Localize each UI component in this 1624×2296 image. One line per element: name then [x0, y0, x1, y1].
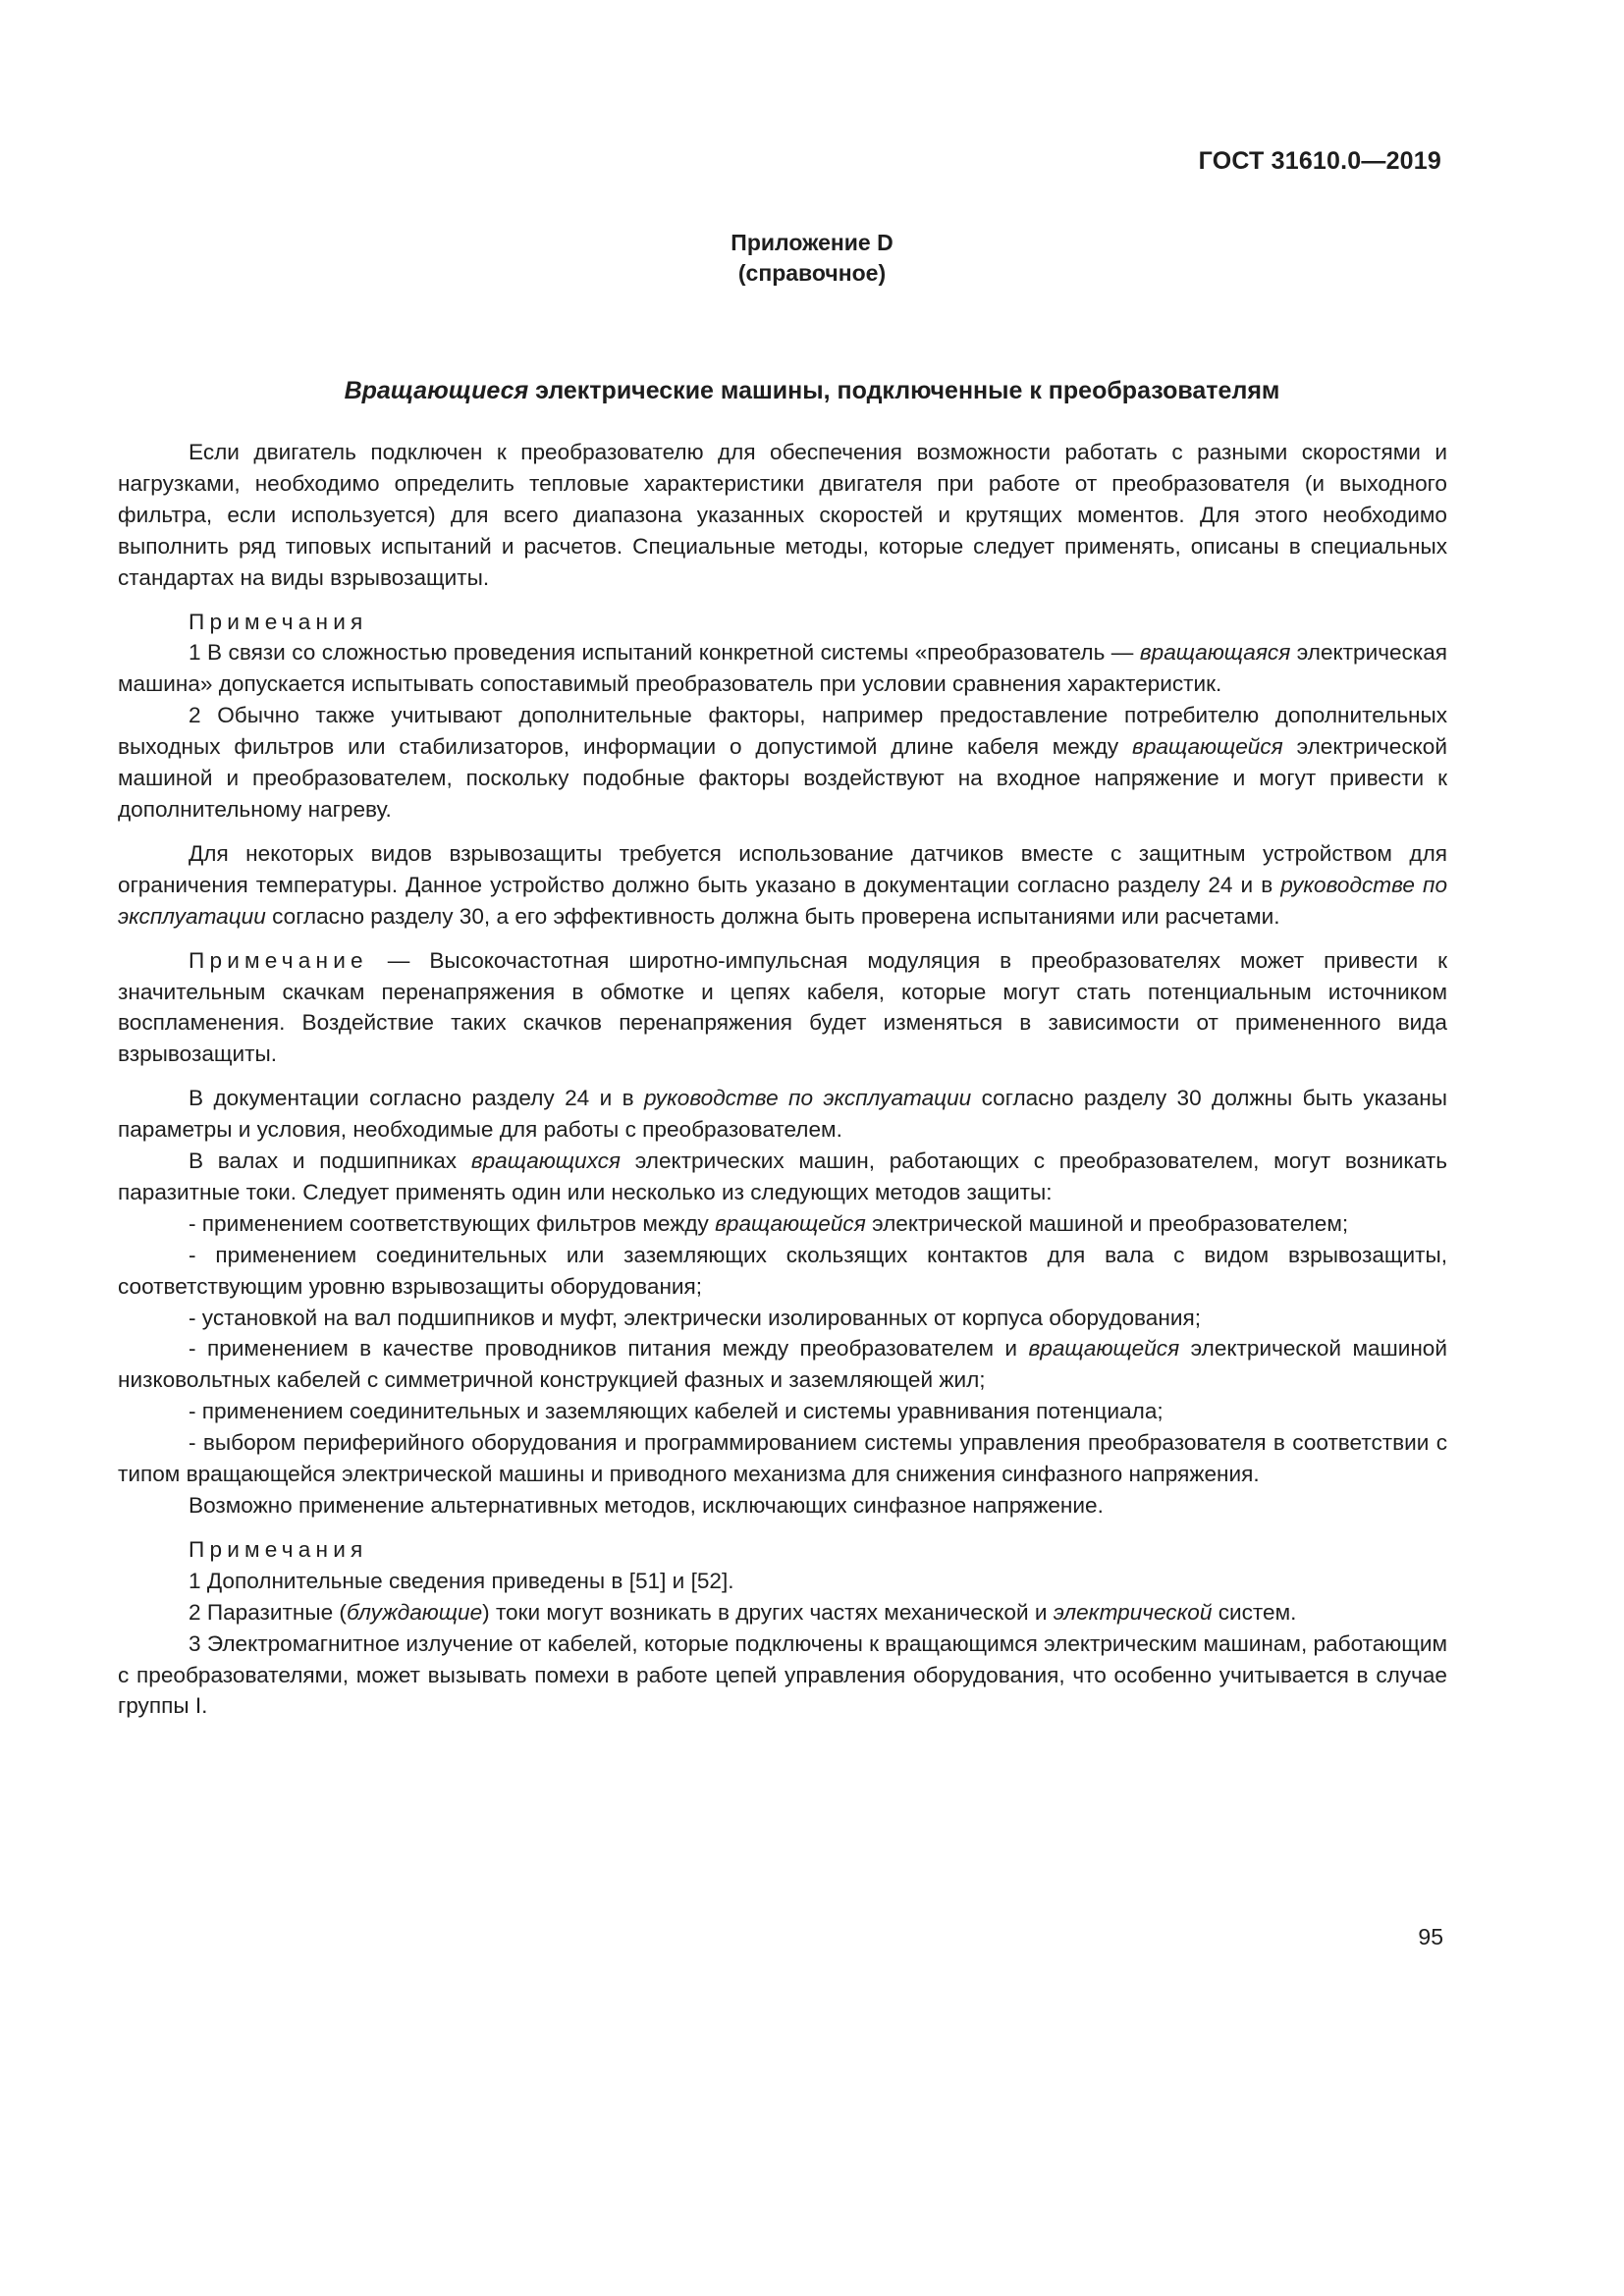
- paragraph-4-text: В валах и подшипниках: [189, 1148, 471, 1174]
- paragraph-4: [118, 1146, 1447, 1208]
- title-rest: электрические машины, подключенные к преобразователям: [528, 377, 1280, 404]
- annex-label: Приложение D: [731, 230, 893, 255]
- note-1-text: 1 В связи со сложностью проведения испытаний конкретной системы «преобразователь —: [189, 640, 1140, 666]
- note-2-italic: вращающейся: [1132, 734, 1283, 760]
- list-item-5: - применением соединительных и заземляющих кабелей и системы уравнивания потенциала;: [189, 1399, 1164, 1424]
- note-1: [118, 637, 1447, 700]
- notes-label-2: [118, 1534, 1447, 1566]
- note-2-1: 1 Дополнительные сведения приведены в [51] и [52].: [189, 1568, 734, 1593]
- note-2-text-end: электрической машиной и преобразователем, поскольку подобные факторы воздействуют на входное напряжение и могут привести к дополнительному нагреву.: [118, 734, 1447, 822]
- paragraph-2: [118, 838, 1447, 933]
- note-2-3: 3 Электромагнитное излучение от кабелей, которые подключены к вращающимся электрическим машинам, работающим с преобразователями, может вызывать помехи в работе цепей управления оборудования, что особенно учитывается в случае группы I.: [118, 1630, 1447, 1719]
- body-text: [118, 437, 1447, 1722]
- note-1-text-end: электрическая машина» допускается испытывать сопоставимый преобразователь при условии сравнения характеристик.: [118, 640, 1448, 697]
- paragraph-4-italic: вращающихся: [470, 1148, 621, 1174]
- list-item-3: - установкой на вал подшипников и муфт, электрически изолированных от корпуса оборудования;: [189, 1305, 1201, 1330]
- note-3-text: — Высокочастотная широтно-импульсная модуляция в преобразователях может привести к значительным скачкам перенапряжения в обмотке и цепях кабеля, которые могут стать потенциальным источником воспламенения. Воздействие таких скачков перенапряжения будет изменяться в зависимости от примененного вида взрывозащиты.: [118, 947, 1447, 1067]
- paragraph-3: [118, 1083, 1447, 1146]
- note-2-2-text: 2 Паразитные (: [189, 1599, 347, 1625]
- note-2-2-text-end: систем.: [1212, 1599, 1297, 1625]
- list-item-1-text-end: электрической машиной и преобразователем;: [865, 1210, 1349, 1236]
- annex-heading: [0, 228, 1624, 289]
- list-item-1-text: - применением соответствующих фильтров между: [189, 1210, 716, 1236]
- section-title: [0, 377, 1624, 405]
- page-number: 95: [1418, 1924, 1443, 1949]
- note-2-2-italic: блуждающие: [346, 1599, 483, 1625]
- note-1-italic: вращающаяся: [1139, 640, 1291, 666]
- paragraph-1: Если двигатель подключен к преобразователю для обеспечения возможности работать с разными скоростями и нагрузками, необходимо определить тепловые характеристики двигателя при работе от преобразователя (и выходного фильтра, если используется) для всего диапазона указанных скоростей и крутящих моментов. Для этого необходимо выполнить ряд типовых испытаний и расчетов. Специальные методы, которые следует применять, описаны в специальных стандартах на виды взрывозащиты.: [118, 440, 1447, 590]
- paragraph-2-text: Для некоторых видов взрывозащиты требуется использование датчиков вместе с защитным устройством для ограничения температуры. Данное устройство должно быть указано в документации согласно разделу 24 и в: [118, 840, 1447, 897]
- title-italic-part: Вращающиеся: [344, 377, 529, 404]
- note-3-label: Примечание: [189, 947, 368, 973]
- notes-label-text: Примечания: [189, 609, 368, 634]
- paragraph-5: Возможно применение альтернативных методов, исключающих синфазное напряжение.: [189, 1493, 1104, 1518]
- paragraph-3-text-end: согласно разделу 30 должны быть указаны параметры и условия, необходимые для работы с преобразователем.: [118, 1086, 1447, 1143]
- list-item-4: [118, 1333, 1447, 1396]
- list-item-6: - выбором периферийного оборудования и программированием системы управления преобразователя в соответствии с типом вращающейся электрической машины и приводного механизма для снижения синфазного напряжения.: [118, 1430, 1447, 1487]
- paragraph-3-italic: руководстве по эксплуатации: [643, 1086, 972, 1111]
- note-2-text: 2 Обычно также учитывают дополнительные факторы, например предоставление потребителю дополнительных выходных фильтров или стабилизаторов, информации о допустимой длине кабеля между: [118, 703, 1447, 760]
- note-2-2-italic-2: электрической: [1053, 1599, 1213, 1625]
- notes-label-2-text: Примечания: [189, 1536, 368, 1562]
- list-item-4-italic: вращающейся: [1028, 1336, 1180, 1362]
- note-2: [118, 700, 1447, 826]
- list-item-4-text-end: электрической машиной низковольтных кабелей с симметричной конструкцией фазных и заземляющей жил;: [118, 1336, 1447, 1393]
- list-item-1: [118, 1208, 1447, 1240]
- paragraph-3-text: В документации согласно разделу 24 и в: [189, 1086, 644, 1111]
- list-item-2: - применением соединительных или заземляющих скользящих контактов для вала с видом взрывозащиты, соответствующим уровню взрывозащиты оборудования;: [118, 1242, 1447, 1299]
- list-item-1-italic: вращающейся: [715, 1210, 866, 1236]
- note-2-2-text-mid: ) токи могут возникать в других частях механической и: [482, 1599, 1054, 1625]
- paragraph-2-text-end: согласно разделу 30, а его эффективность должна быть проверена испытаниями или расчетами.: [265, 903, 1280, 929]
- paragraph-2-italic: руководстве по эксплуатации: [118, 872, 1448, 929]
- notes-label-1: [118, 607, 1447, 638]
- list-item-4-text: - применением в качестве проводников питания между преобразователем и: [189, 1336, 1029, 1362]
- paragraph-4-text-end: электрических машин, работающих с преобразователем, могут возникать паразитные токи. Следует применять один или несколько из следующих методов защиты:: [118, 1148, 1447, 1204]
- standard-code: ГОСТ 31610.0—2019: [1198, 147, 1441, 175]
- annex-type: (справочное): [737, 260, 887, 286]
- note-3: [118, 945, 1447, 1071]
- note-2-2: [118, 1597, 1447, 1629]
